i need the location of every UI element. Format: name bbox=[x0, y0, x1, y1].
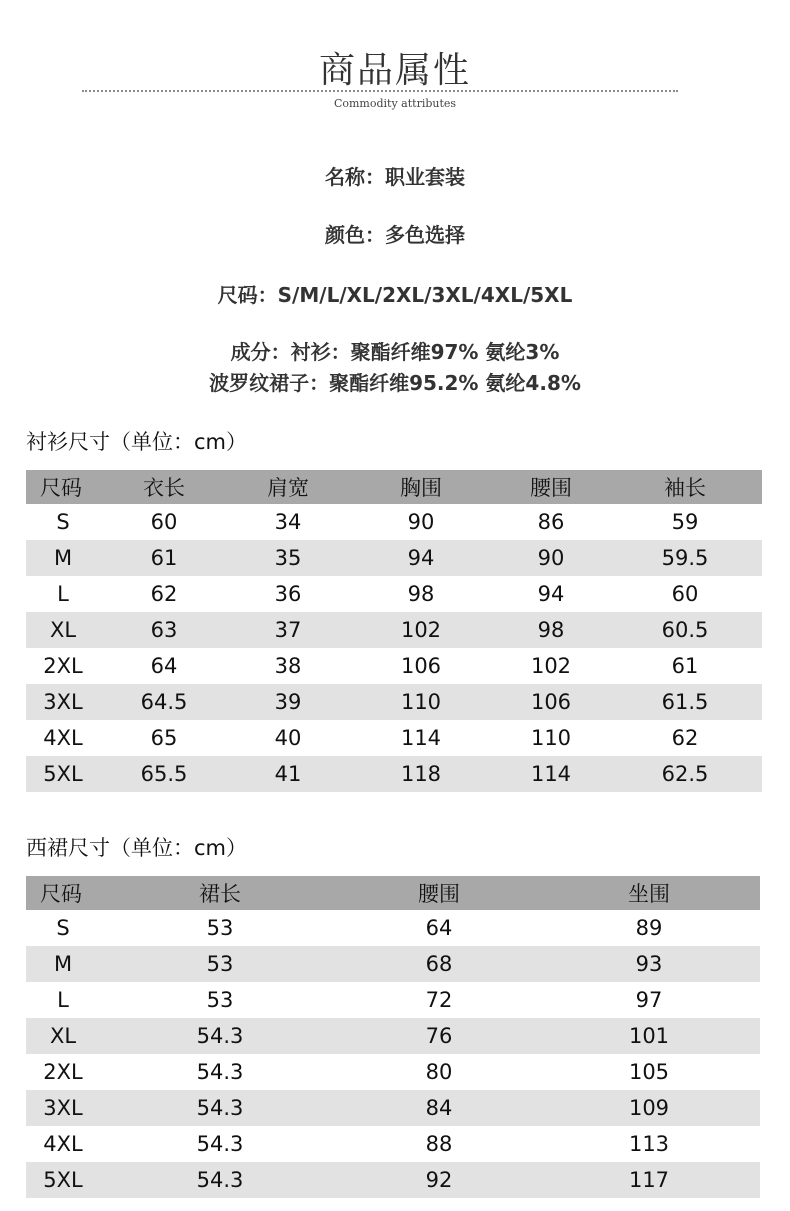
table-cell: 94 bbox=[494, 576, 608, 612]
table-cell: 41 bbox=[228, 756, 348, 792]
table-cell: 86 bbox=[494, 504, 608, 540]
table-cell: 118 bbox=[348, 756, 494, 792]
table-cell: 101 bbox=[538, 1018, 760, 1054]
table-cell: 35 bbox=[228, 540, 348, 576]
table-cell: 37 bbox=[228, 612, 348, 648]
table-cell: 38 bbox=[228, 648, 348, 684]
attr-name: 名称：职业套装 bbox=[325, 165, 465, 189]
table-cell: 64 bbox=[340, 910, 538, 946]
table-cell: 105 bbox=[538, 1054, 760, 1090]
column-header: 袖长 bbox=[608, 470, 762, 504]
table-cell: 68 bbox=[340, 946, 538, 982]
column-header: 裙长 bbox=[100, 876, 340, 910]
attr-material-shirt: 成分：衬衫：聚酯纤维97% 氨纶3% bbox=[230, 340, 560, 364]
table-cell: 63 bbox=[100, 612, 228, 648]
table-cell: S bbox=[26, 504, 100, 540]
table-cell: 2XL bbox=[26, 648, 100, 684]
table-cell: 110 bbox=[348, 684, 494, 720]
table-cell: 89 bbox=[538, 910, 760, 946]
table-cell: S bbox=[26, 910, 100, 946]
table-cell: 106 bbox=[494, 684, 608, 720]
table-cell: 53 bbox=[100, 946, 340, 982]
table-cell: 88 bbox=[340, 1126, 538, 1162]
table-cell: 117 bbox=[538, 1162, 760, 1198]
table-row bbox=[26, 1054, 760, 1090]
table-header-row bbox=[26, 876, 760, 910]
table-cell: 5XL bbox=[26, 756, 100, 792]
table-cell: XL bbox=[26, 612, 100, 648]
table-cell: 114 bbox=[348, 720, 494, 756]
attr-material-skirt: 波罗纹裙子：聚酯纤维95.2% 氨纶4.8% bbox=[209, 371, 581, 395]
column-header: 腰围 bbox=[340, 876, 538, 910]
table-cell: 40 bbox=[228, 720, 348, 756]
attr-size: 尺码：S/M/L/XL/2XL/3XL/4XL/5XL bbox=[217, 283, 573, 307]
dotted-divider bbox=[82, 90, 678, 92]
table-cell: 90 bbox=[348, 504, 494, 540]
table-cell: 61 bbox=[100, 540, 228, 576]
table-cell: 61.5 bbox=[608, 684, 762, 720]
table-cell: 60.5 bbox=[608, 612, 762, 648]
table-cell: 113 bbox=[538, 1126, 760, 1162]
page-subtitle: Commodity attributes bbox=[333, 97, 457, 110]
table-cell: 98 bbox=[348, 576, 494, 612]
page-title: 商品属性 bbox=[318, 50, 471, 91]
table-cell: 53 bbox=[100, 982, 340, 1018]
table-cell: 84 bbox=[340, 1090, 538, 1126]
table-row bbox=[26, 946, 760, 982]
column-header: 肩宽 bbox=[228, 470, 348, 504]
table-cell: 97 bbox=[538, 982, 760, 1018]
table-cell: XL bbox=[26, 1018, 100, 1054]
table-cell: 80 bbox=[340, 1054, 538, 1090]
column-header: 衣长 bbox=[100, 470, 228, 504]
table-cell: 2XL bbox=[26, 1054, 100, 1090]
column-header: 腰围 bbox=[494, 470, 608, 504]
table-cell: 34 bbox=[228, 504, 348, 540]
table-cell: 102 bbox=[348, 612, 494, 648]
table-row bbox=[26, 1090, 760, 1126]
table-cell: 36 bbox=[228, 576, 348, 612]
table-cell: 3XL bbox=[26, 684, 100, 720]
table-row bbox=[26, 1018, 760, 1054]
table-row bbox=[26, 576, 762, 612]
table-cell: 98 bbox=[494, 612, 608, 648]
table-cell: 90 bbox=[494, 540, 608, 576]
table-cell: 62.5 bbox=[608, 756, 762, 792]
table-cell: 61 bbox=[608, 648, 762, 684]
skirt-size-title: 西裙尺寸（单位：cm） bbox=[26, 836, 248, 860]
column-header: 尺码 bbox=[26, 470, 100, 504]
table-cell: 106 bbox=[348, 648, 494, 684]
table-row bbox=[26, 612, 762, 648]
table-cell: 54.3 bbox=[100, 1054, 340, 1090]
table-row bbox=[26, 720, 762, 756]
table-cell: 54.3 bbox=[100, 1126, 340, 1162]
table-cell: 3XL bbox=[26, 1090, 100, 1126]
table-cell: 39 bbox=[228, 684, 348, 720]
table-header-row bbox=[26, 470, 762, 504]
column-header: 坐围 bbox=[538, 876, 760, 910]
table-cell: 114 bbox=[494, 756, 608, 792]
table-cell: 54.3 bbox=[100, 1018, 340, 1054]
table-cell: M bbox=[26, 946, 100, 982]
table-cell: 59.5 bbox=[608, 540, 762, 576]
shirt-size-title: 衬衫尺寸（单位：cm） bbox=[26, 430, 248, 454]
table-cell: 60 bbox=[608, 576, 762, 612]
attr-color: 颜色：多色选择 bbox=[325, 223, 465, 247]
table-cell: 109 bbox=[538, 1090, 760, 1126]
table-row bbox=[26, 756, 762, 792]
table-cell: 54.3 bbox=[100, 1162, 340, 1198]
column-header: 尺码 bbox=[26, 876, 100, 910]
table-cell: 65.5 bbox=[100, 756, 228, 792]
table-cell: 92 bbox=[340, 1162, 538, 1198]
table-row bbox=[26, 1162, 760, 1198]
table-row bbox=[26, 648, 762, 684]
table-cell: 64.5 bbox=[100, 684, 228, 720]
table-cell: 64 bbox=[100, 648, 228, 684]
skirt-size-table bbox=[26, 876, 760, 1198]
table-cell: 76 bbox=[340, 1018, 538, 1054]
table-cell: 59 bbox=[608, 504, 762, 540]
table-cell: 4XL bbox=[26, 720, 100, 756]
table-cell: 110 bbox=[494, 720, 608, 756]
table-cell: 60 bbox=[100, 504, 228, 540]
table-cell: 54.3 bbox=[100, 1090, 340, 1126]
table-row bbox=[26, 684, 762, 720]
table-cell: 4XL bbox=[26, 1126, 100, 1162]
table-cell: 62 bbox=[608, 720, 762, 756]
table-cell: 93 bbox=[538, 946, 760, 982]
table-cell: 72 bbox=[340, 982, 538, 1018]
table-row bbox=[26, 504, 762, 540]
table-cell: 94 bbox=[348, 540, 494, 576]
table-row bbox=[26, 1126, 760, 1162]
table-cell: 102 bbox=[494, 648, 608, 684]
column-header: 胸围 bbox=[348, 470, 494, 504]
table-cell: 5XL bbox=[26, 1162, 100, 1198]
shirt-size-table bbox=[26, 470, 762, 792]
table-cell: M bbox=[26, 540, 100, 576]
table-row bbox=[26, 982, 760, 1018]
table-cell: L bbox=[26, 576, 100, 612]
table-cell: 62 bbox=[100, 576, 228, 612]
table-cell: 53 bbox=[100, 910, 340, 946]
table-row bbox=[26, 540, 762, 576]
table-row bbox=[26, 910, 760, 946]
table-cell: L bbox=[26, 982, 100, 1018]
table-cell: 65 bbox=[100, 720, 228, 756]
